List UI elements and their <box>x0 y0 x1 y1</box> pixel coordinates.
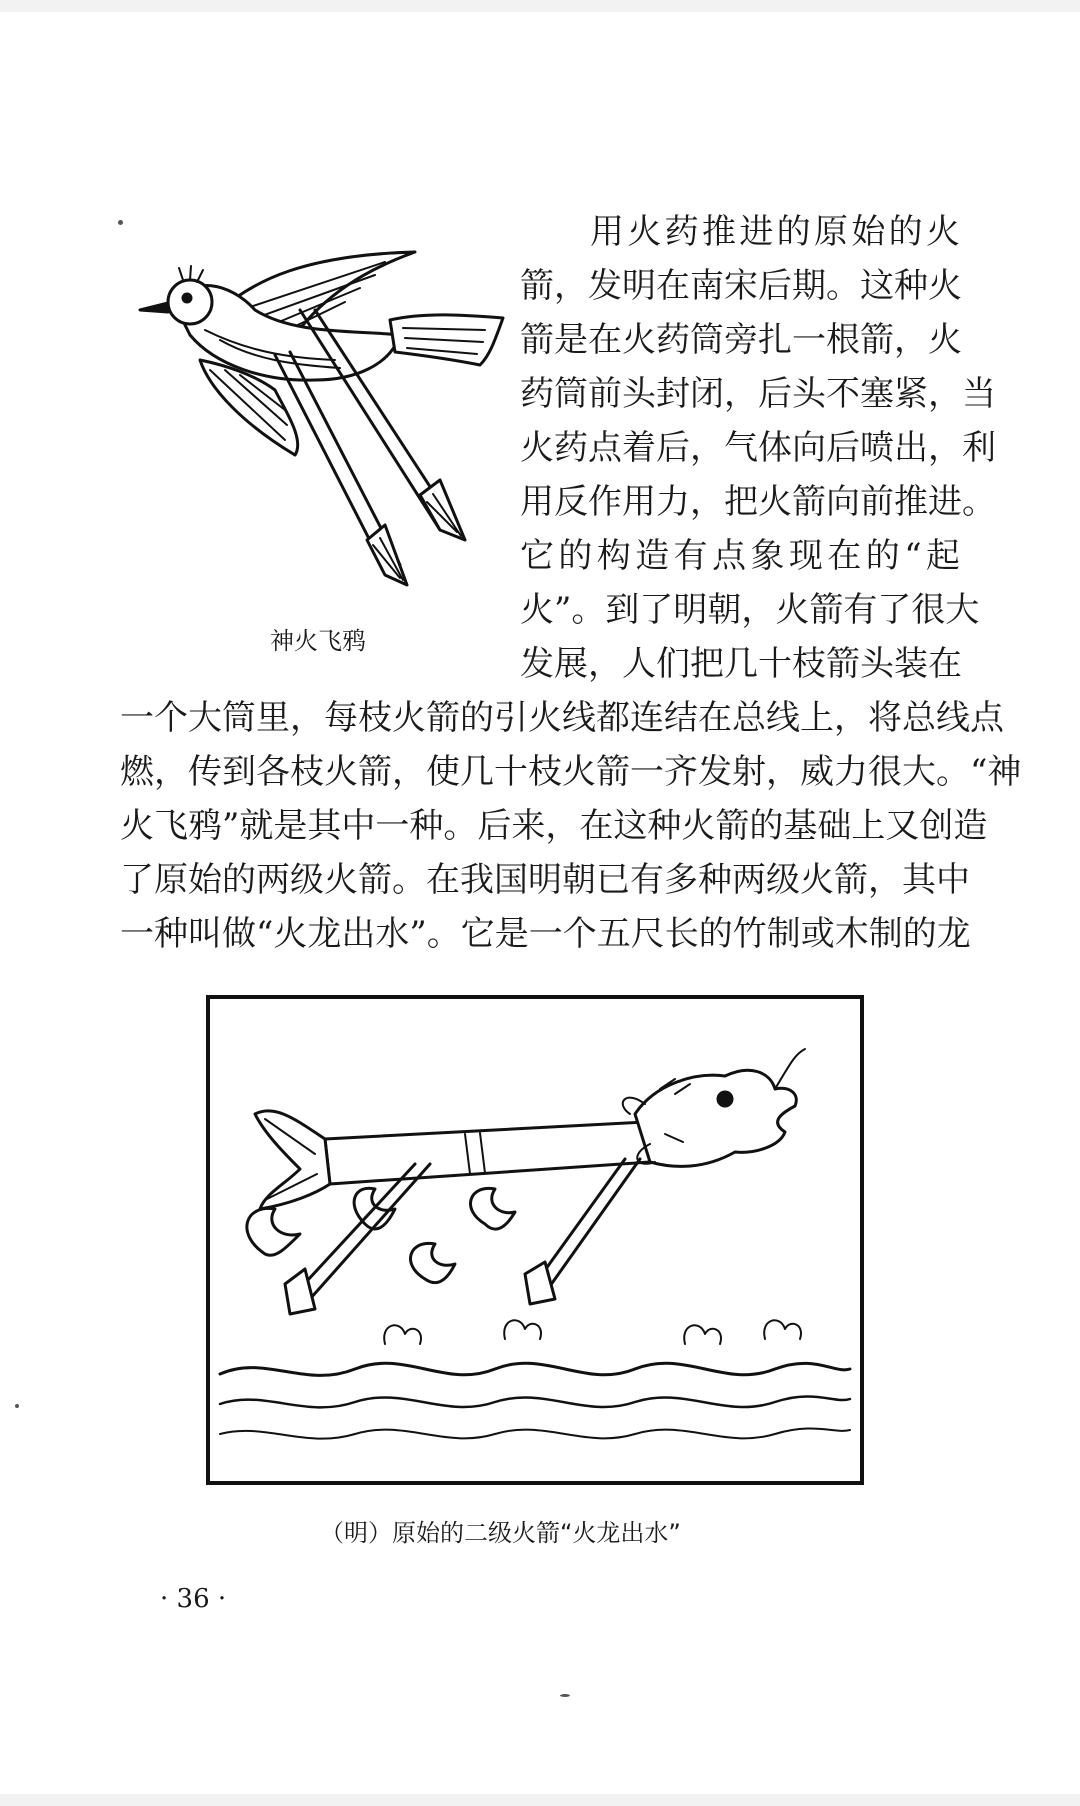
figure2-caption: （明）原始的二级火箭“火龙出水” <box>320 1519 681 1547</box>
paragraph-line-2: 箭，发明在南宋后期。这种火 <box>520 266 962 306</box>
book-page <box>0 12 1080 1794</box>
paragraph-line-9: 发展，人们把几十枝箭头装在 <box>520 644 962 684</box>
scan-speck <box>560 1694 570 1697</box>
page-number: · 36 · <box>160 1584 227 1614</box>
paragraph-line-4: 药筒前头封闭，后头不塞紧，当 <box>520 374 996 414</box>
figure1-caption: 神火飞鸦 <box>270 627 366 655</box>
paragraph-line-13: 了原始的两级火箭。在我国明朝已有多种两级火箭，其中 <box>120 860 970 900</box>
paragraph-line-8: 火”。到了明朝，火箭有了很大 <box>520 590 980 630</box>
paragraph-line-6: 用反作用力，把火箭向前推进。 <box>520 482 996 522</box>
paragraph-line-10: 一个大筒里，每枝火箭的引火线都连结在总线上，将总线点 <box>120 698 1004 738</box>
fire-dragon-rocket-illustration <box>205 994 865 1486</box>
paragraph-line-12: 火飞鸦”就是其中一种。后来，在这种火箭的基础上又创造 <box>120 806 988 846</box>
paragraph-line-7: 它的构造有点象现在的“起 <box>520 536 960 576</box>
paragraph-line-11: 燃，传到各枝火箭，使几十枝火箭一齐发射，威力很大。“神 <box>120 752 1022 792</box>
paragraph-line-3: 箭是在火药筒旁扎一根箭，火 <box>520 320 962 360</box>
scan-speck <box>15 1404 19 1408</box>
paragraph-line-5: 火药点着后，气体向后喷出，利 <box>520 428 996 468</box>
paragraph-line-1: 用火药推进的原始的火 <box>590 212 960 252</box>
scan-speck <box>118 220 123 225</box>
paragraph-line-14: 一种叫做“火龙出水”。它是一个五尺长的竹制或木制的龙 <box>120 914 971 954</box>
divine-fire-crow-illustration <box>135 240 515 620</box>
